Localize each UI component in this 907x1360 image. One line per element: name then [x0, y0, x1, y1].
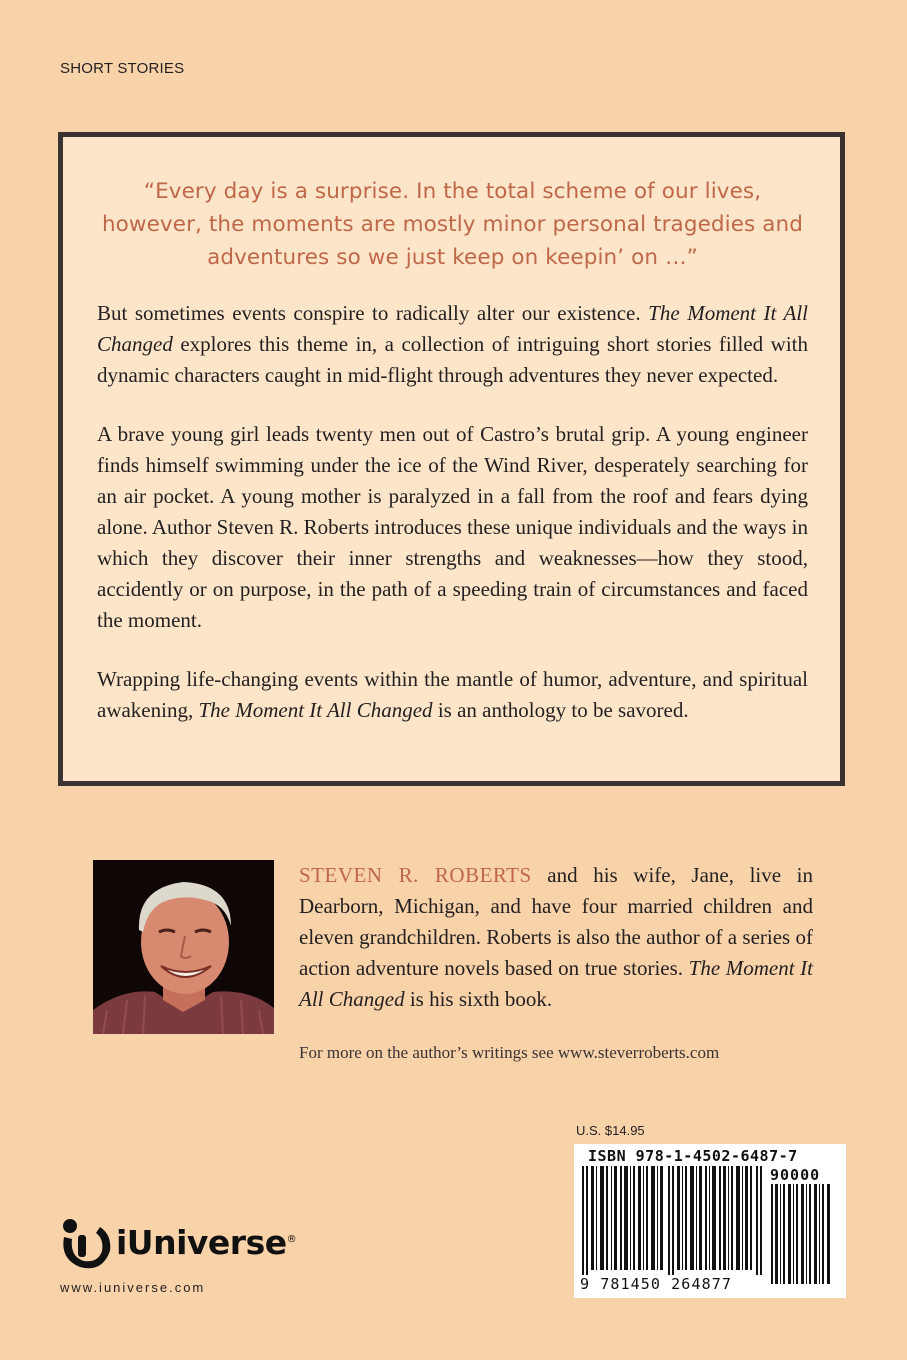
publisher-url: www.iuniverse.com — [60, 1280, 206, 1295]
author-name: STEVEN R. ROBERTS — [299, 863, 532, 887]
ean-digits: 9 781450 264877 — [580, 1275, 768, 1293]
publisher-name-text: iUniverse — [116, 1223, 287, 1262]
isbn-barcode — [574, 1144, 846, 1298]
blurb-text: is an anthology to be savored. — [437, 698, 689, 722]
book-title: The Moment It All Changed — [97, 301, 809, 356]
blurb-text: Wrapping life-changing events within the mantle of humor, adventure, and spiritual awakening, — [97, 667, 808, 722]
isbn-text: ISBN 978-1-4502-6487-7 — [588, 1147, 798, 1165]
blurb-paragraph-3 — [97, 664, 808, 726]
publisher-name — [116, 1223, 296, 1262]
blurb-box — [58, 132, 845, 786]
blurb-text: explores this theme in, a collection of intriguing short stories filled with dynamic characters caught in mid-flight through adventures they never expected. — [97, 332, 809, 387]
price-label: U.S. $14.95 — [576, 1123, 645, 1138]
blurb-text: But sometimes events conspire to radically alter our existence. — [97, 301, 641, 325]
iuniverse-logo-icon — [60, 1217, 112, 1273]
blurb-paragraph-1 — [97, 298, 808, 391]
addon-code: 90000 — [770, 1166, 821, 1184]
author-bio — [299, 860, 813, 1015]
registered-mark: ® — [286, 1234, 297, 1245]
author-website-note: For more on the author’s writings see www.steverroberts.com — [299, 1043, 720, 1062]
bio-text: is his sixth book. — [409, 987, 553, 1011]
book-title: The Moment It All Changed — [198, 698, 433, 722]
barcode-bars — [580, 1166, 768, 1278]
blurb-paragraph-2: A brave young girl leads twenty men out of Castro’s brutal grip. A young engineer finds himself swimming under the ice of the Wind River, desperately searching for an air pocket. A young mother is paralyzed in a fall from the roof and fears dying alone. Author Steven R. Roberts introduces these unique individuals and the ways in which they discover their inner strengths and weaknesses—how they stood, accidently or on purpose, in the path of a speeding train of circumstances and faced the moment. — [97, 422, 808, 632]
pull-quote: “Every day is a surprise. In the total scheme of our lives, however, the moments are mostly minor personal tragedies and adventures so we just keep on keepin’ on …” — [101, 179, 804, 270]
genre-label: SHORT STORIES — [60, 60, 185, 77]
addon-bars — [770, 1184, 832, 1284]
publisher-logo — [60, 1217, 300, 1277]
bio-text: and his wife, Jane, live in Dearborn, Michigan, and have four married children and eleven grandchildren. Roberts is also the author of a series of action adventure novels based on true stories. — [299, 863, 814, 980]
book-title: The Moment It All Changed — [299, 956, 814, 1011]
author-photo — [93, 860, 274, 1034]
